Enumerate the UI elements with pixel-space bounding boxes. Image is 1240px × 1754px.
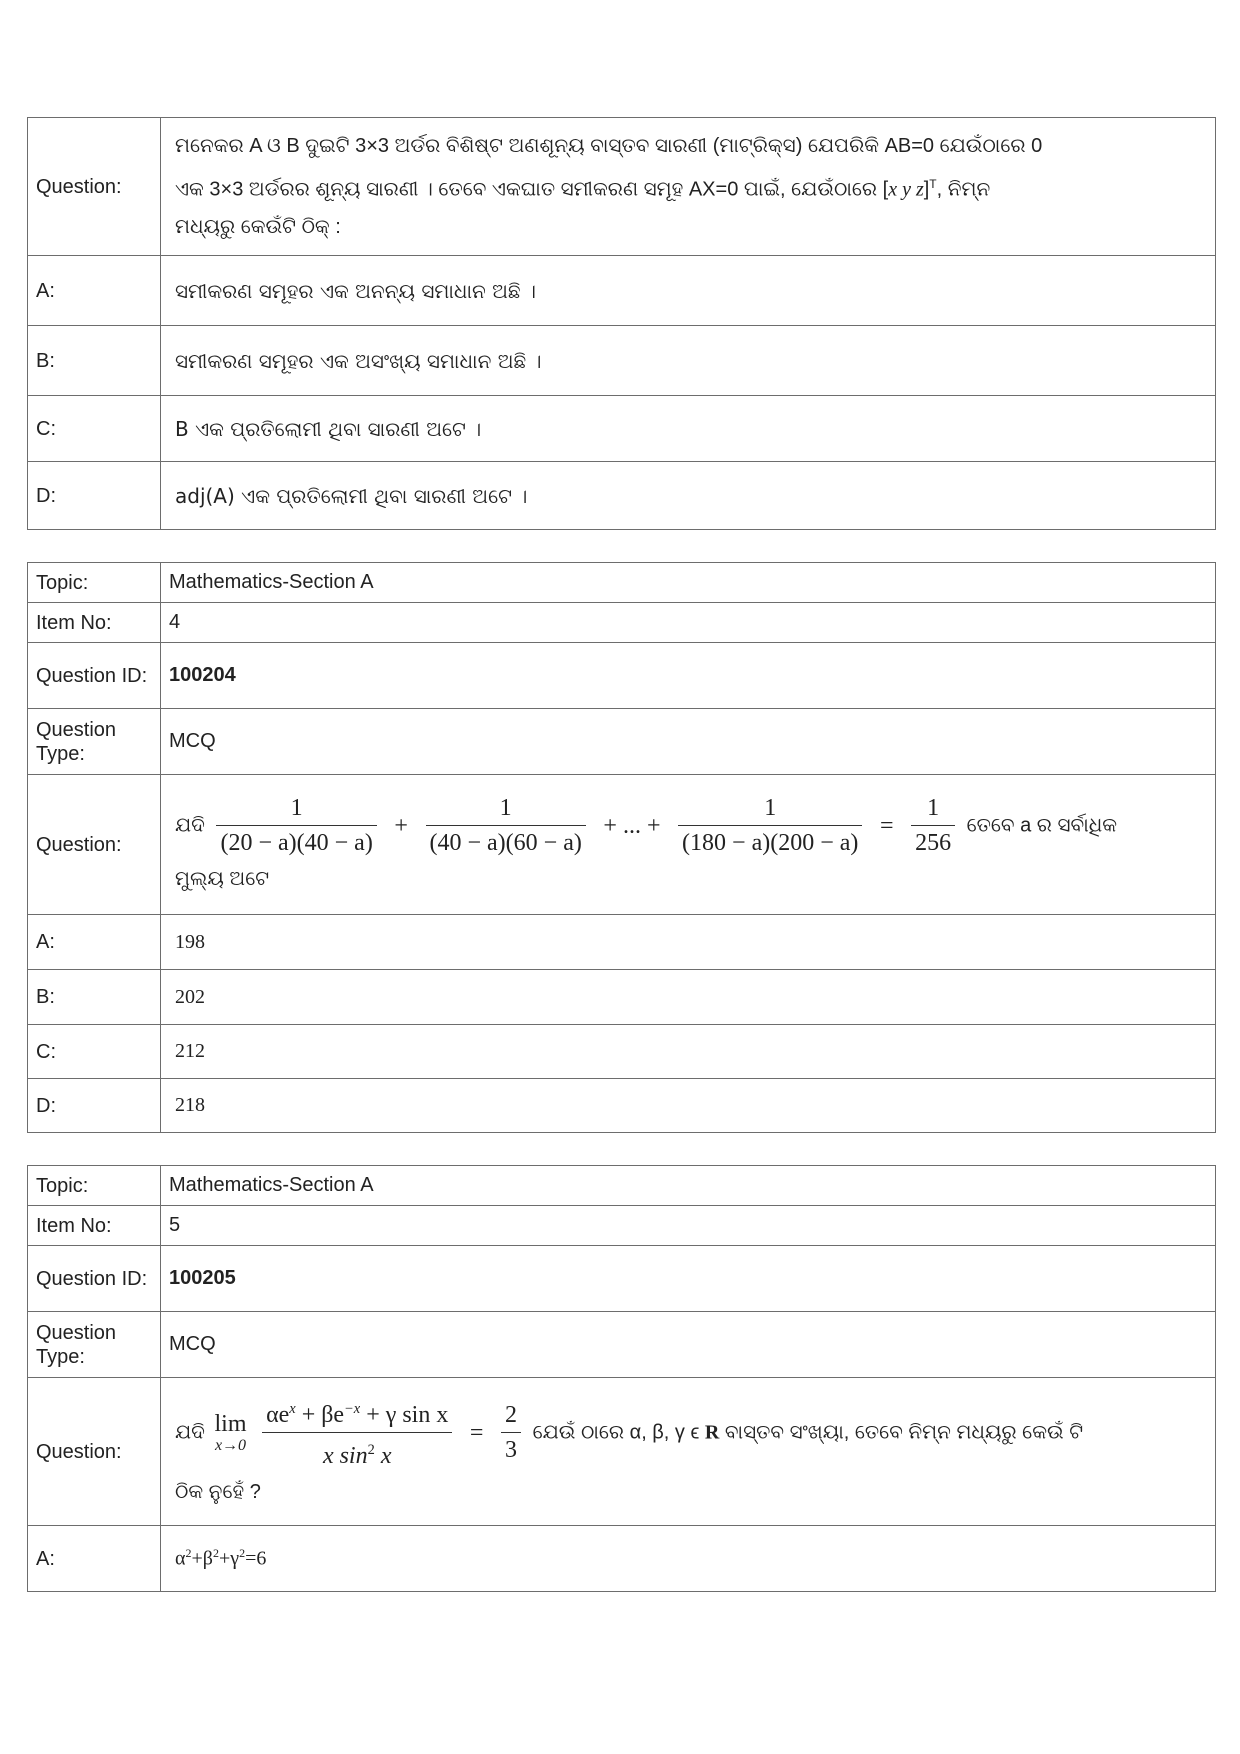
item-no-value: 5 [161, 1206, 1216, 1246]
question-text [161, 775, 1216, 915]
question-id-value: 100204 [161, 643, 1216, 709]
option-d-label: D: [28, 1079, 161, 1133]
question-type-value: MCQ [161, 709, 1216, 775]
option-d-text: 218 [161, 1079, 1216, 1133]
question-line-3: ମଧ୍ୟରୁ କେଉଁଟି ଠିକ୍ : [175, 216, 341, 239]
fraction-3: $\frac{1}{(180 - a)(200 - a)}$ [678, 791, 862, 860]
question-line-1: ମନେକର A ଓ B ଦୁଇଟି 3×3 ଅର୍ଡର ବିଶିଷ୍ଟ ଅଣଶୂନ୍ୟ ବାସ୍ତବ ସାରଣୀ (ମାଟ୍ରିକ୍ସ) ଯେପରିକି AB=0 ଯେଉଁଠାରେ 0 [175, 134, 1043, 157]
question-id-row [28, 1246, 1216, 1312]
question-id-row [28, 643, 1216, 709]
item-no-label: Item No: [28, 603, 161, 643]
question-type-label: Question Type: [28, 1312, 161, 1378]
question-id-label: Question ID: [28, 1246, 161, 1312]
question-type-row [28, 709, 1216, 775]
option-c-label: C: [28, 1025, 161, 1079]
question-table-5 [27, 1165, 1216, 1592]
option-c-label: C: [28, 396, 161, 462]
option-b-label: B: [28, 970, 161, 1025]
question-row [28, 118, 1216, 256]
option-a-text: $\alpha^2+\beta^2+\gamma^2=6$ [161, 1526, 1216, 1592]
option-a-label: A: [28, 915, 161, 970]
option-row-d [28, 1079, 1216, 1133]
question-line-2: ମୁଲ୍ୟ ଅଟେ [175, 868, 270, 890]
option-b-text: 202 [161, 970, 1216, 1025]
option-a-text: ସମୀକରଣ ସମୂହର ଏକ ଅନନ୍ୟ ସମାଧାନ ଅଛି । [161, 256, 1216, 326]
topic-value: Mathematics-Section A [161, 1166, 1216, 1206]
item-no-label: Item No: [28, 1206, 161, 1246]
option-row-a [28, 915, 1216, 970]
option-d-label: D: [28, 462, 161, 530]
option-row-b [28, 326, 1216, 396]
question-line-1: ଯଦି $\frac{1}{(20 - a)(40 - a)}$ + $\frac{1}{(40 - a)(60 - a)}$ + ... + $\frac{1}{(180 - a)(200 - a)}$ = $\frac{1}{256}$ ତେବେ a ର ସର୍ବାଧିକ [175, 791, 1201, 860]
question-table-4 [27, 562, 1216, 1133]
option-row-d [28, 462, 1216, 530]
question-label: Question: [28, 775, 161, 915]
fraction-1: $\frac{1}{(20 - a)(40 - a)}$ [216, 791, 376, 860]
option-row-c [28, 396, 1216, 462]
question-label: Question: [28, 118, 161, 256]
question-line-1: ଯଦି lim x→0 $\frac{\alpha e^x + \beta e^{-x} + \gamma \sin x}{x \sin^2 x}$ = $\frac{2}{3}$ ଯେଉଁ ଠାରେ α, β, γ ϵ R ବାସ୍ତବ ସଂଖ୍ୟା, ତେବେ ନିମ୍ନ ମଧ୍ୟରୁ କେଉଁ ଟି [175, 1392, 1201, 1473]
topic-label: Topic: [28, 1166, 161, 1206]
item-no-value: 4 [161, 603, 1216, 643]
limit-fraction: $\frac{\alpha e^x + \beta e^{-x} + \gamma \sin x}{x \sin^2 x}$ [262, 1392, 452, 1473]
question-type-label: Question Type: [28, 709, 161, 775]
option-d-text: adj(A) ଏକ ପ୍ରତିଲୋମୀ ଥିବା ସାରଣୀ ଅଟେ । [161, 462, 1216, 530]
topic-row [28, 563, 1216, 603]
question-id-label: Question ID: [28, 643, 161, 709]
option-a-text: 198 [161, 915, 1216, 970]
topic-value: Mathematics-Section A [161, 563, 1216, 603]
option-c-text: B ଏକ ପ୍ରତିଲୋମୀ ଥିବା ସାରଣୀ ଅଟେ । [161, 396, 1216, 462]
option-b-label: B: [28, 326, 161, 396]
option-row-c [28, 1025, 1216, 1079]
option-a-label: A: [28, 256, 161, 326]
question-type-value: MCQ [161, 1312, 1216, 1378]
item-no-row [28, 603, 1216, 643]
question-table-3 [27, 117, 1216, 530]
question-text [161, 1378, 1216, 1526]
item-no-row [28, 1206, 1216, 1246]
option-a-label: A: [28, 1526, 161, 1592]
question-type-row [28, 1312, 1216, 1378]
question-row [28, 1378, 1216, 1526]
fraction-4: $\frac{1}{256}$ [911, 791, 955, 860]
question-row [28, 775, 1216, 915]
question-label: Question: [28, 1378, 161, 1526]
limit-operator: lim x→0 [214, 1410, 247, 1454]
option-row-a [28, 256, 1216, 326]
fraction-2: $\frac{1}{(40 - a)(60 - a)}$ [426, 791, 586, 860]
topic-row [28, 1166, 1216, 1206]
option-row-b [28, 970, 1216, 1025]
question-text [161, 118, 1216, 256]
question-line-2: ଏକ 3×3 ଅର୍ଡରର ଶୂନ୍ୟ ସାରଣୀ । ତେବେ ଏକଘାତ ସମୀକରଣ ସମୂହ AX=0 ପାଇଁ, ଯେଉଁଠାରେ [x y z]$^T$, ନିମ୍ନ [175, 176, 991, 201]
rhs-fraction: $\frac{2}{3}$ [501, 1398, 521, 1467]
option-b-text: ସମୀକରଣ ସମୂହର ଏକ ଅସଂଖ୍ୟ ସମାଧାନ ଅଛି । [161, 326, 1216, 396]
question-id-value: 100205 [161, 1246, 1216, 1312]
question-line-2: ଠିକ ନୁହେଁ ? [175, 1481, 261, 1503]
option-c-text: 212 [161, 1025, 1216, 1079]
option-row-a [28, 1526, 1216, 1592]
topic-label: Topic: [28, 563, 161, 603]
